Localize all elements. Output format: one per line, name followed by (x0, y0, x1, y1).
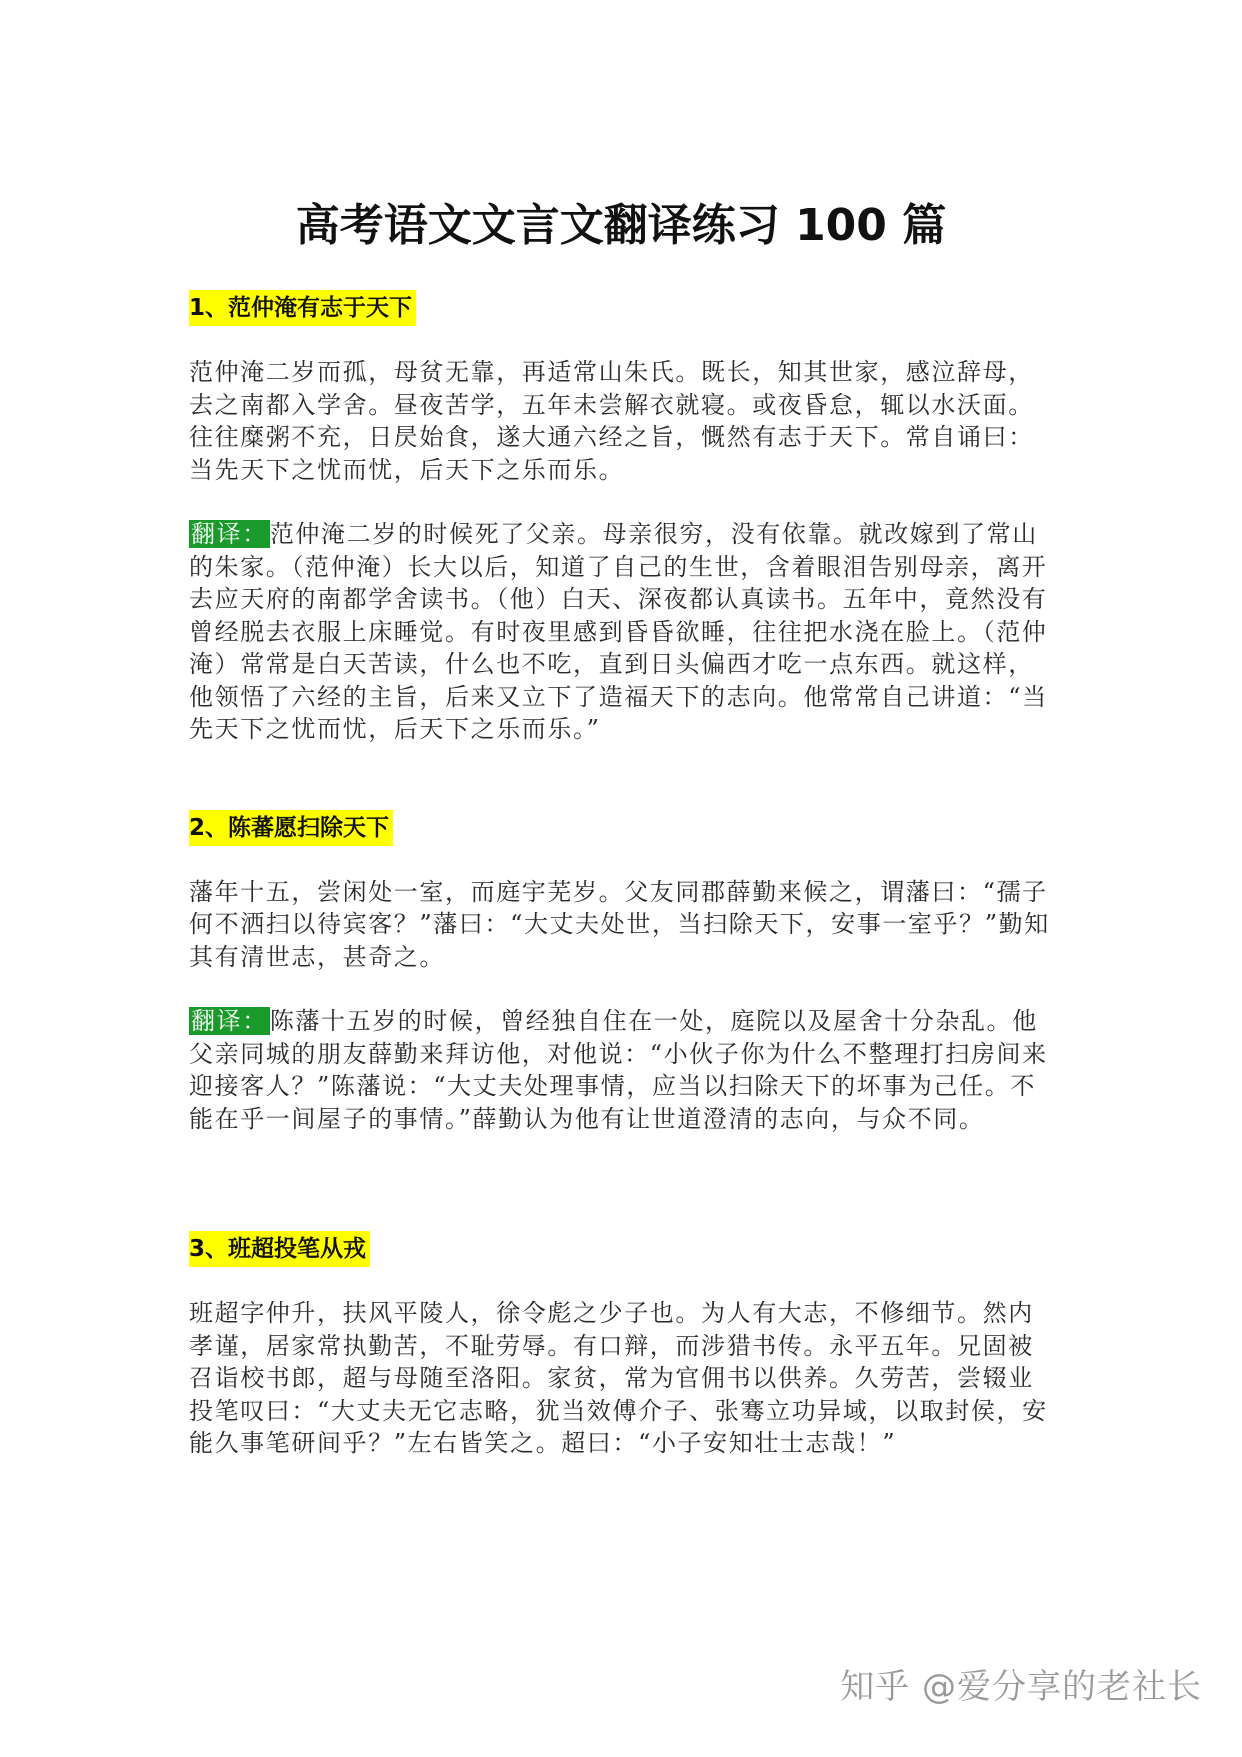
section-heading: 2、陈蕃愿扫除天下 (189, 810, 393, 846)
translation-label: 翻译： (191, 520, 268, 548)
original-text: 班超字仲升，扶风平陵人，徐令彪之少子也。为人有大志，不修细节。然内孝谨，居家常执勤苦，不耻劳辱。有口辩，而涉猎书传。永平五年。兄固被召诣校书郎，超与母随至洛阳。家贫，常为官佣书以供养。久劳苦，尝辍业投笔叹曰：“大丈夫无它志略，犹当效傅介子、张骞立功异域，以取封侯，安能久事笔研间乎？”左右皆笑之。超曰：“小子安知壮士志哉！” (189, 1299, 1048, 1457)
document-body (189, 290, 1059, 1460)
translation-paragraph (189, 1005, 1059, 1135)
translation-text: 范仲淹二岁的时候死了父亲。母亲很穷，没有依靠。就改嫁到了常山的朱家。（范仲淹）长大以后，知道了自己的生世，含着眼泪告别母亲，离开去应天府的南都学舍读书。（他）白天、深夜都认真读书。五年中，竟然没有曾经脱去衣服上床睡觉。有时夜里感到昏昏欲睡，往往把水浇在脸上。（范仲淹）常常是白天苦读，什么也不吃，直到日头偏西才吃一点东西。就这样，他领悟了六经的主旨，后来又立下了造福天下的志向。他常常自己讲道：“当先天下之忧而忧，后天下之乐而乐。” (189, 520, 1048, 743)
section-1 (189, 290, 1059, 326)
section-2 (189, 810, 1059, 846)
translation-paragraph (189, 518, 1059, 746)
section-heading: 1、范仲淹有志于天下 (189, 290, 416, 326)
translation-text: 陈藩十五岁的时候，曾经独自住在一处，庭院以及屋舍十分杂乱。他父亲同城的朋友薛勤来拜访他，对他说：“小伙子你为什么不整理打扫房间来迎接客人？”陈藩说：“大丈夫处理事情，应当以扫除天下的坏事为己任。不能在乎一间屋子的事情。”薛勤认为他有让世道澄清的志向，与众不同。 (189, 1007, 1048, 1133)
original-text: 范仲淹二岁而孤，母贫无靠，再适常山朱氏。既长，知其世家，感泣辞母，去之南都入学舍。昼夜苦学，五年未尝解衣就寝。或夜昏怠，辄以水沃面。往往糜粥不充，日昃始食，遂大通六经之旨，慨然有志于天下。常自诵曰：当先天下之忧而忧，后天下之乐而乐。 (189, 358, 1034, 484)
section-3 (189, 1231, 1059, 1267)
translation-label: 翻译： (191, 1007, 268, 1035)
page-title: 高考语文文言文翻译练习 100 篇 (295, 200, 947, 251)
watermark: 知乎 @爱分享的老社长 (840, 1667, 1202, 1707)
original-text: 藩年十五，尝闲处一室，而庭宇芜岁。父友同郡薛勤来候之，谓藩曰：“孺子何不洒扫以待宾客？”藩曰：“大丈夫处世，当扫除天下，安事一室乎？”勤知其有清世志，甚奇之。 (189, 877, 1050, 971)
section-heading: 3、班超投笔从戎 (189, 1231, 370, 1267)
